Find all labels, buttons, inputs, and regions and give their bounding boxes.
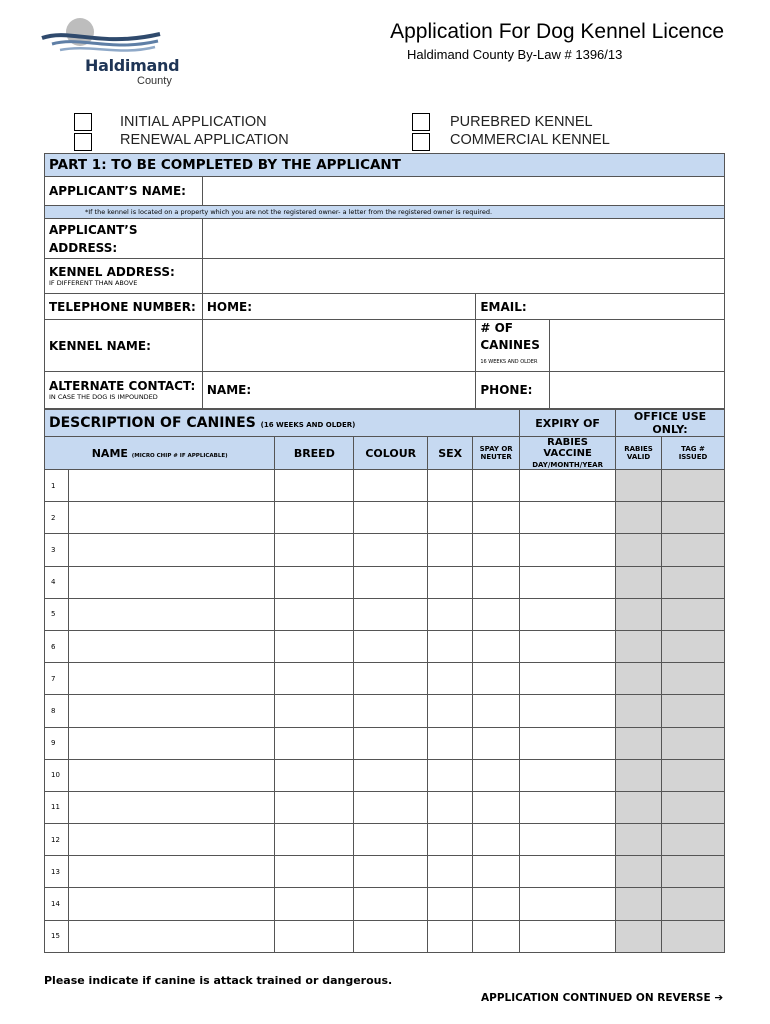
name-cell[interactable]: [68, 791, 274, 823]
home-phone-field[interactable]: [202, 294, 476, 320]
rabies-valid-cell[interactable]: [616, 630, 662, 662]
colour-cell[interactable]: [354, 534, 428, 566]
row-number: 8: [45, 695, 69, 727]
sex-cell[interactable]: [428, 824, 473, 856]
table-row: [45, 695, 725, 727]
table-row: [45, 598, 725, 630]
num-canines-note: 16 WEEKS AND OLDER: [480, 359, 538, 365]
colour-cell[interactable]: [354, 824, 428, 856]
sex-cell[interactable]: [428, 630, 473, 662]
row-number: 15: [45, 920, 69, 952]
canines-heading-title: DESCRIPTION OF CANINES: [49, 415, 256, 431]
alternate-contact-title: ALTERNATE CONTACT:: [49, 379, 196, 393]
telephone-label: TELEPHONE NUMBER:: [45, 294, 203, 320]
num-canines-field[interactable]: [550, 320, 725, 372]
name-cell[interactable]: [68, 598, 274, 630]
canine-rows: [45, 470, 725, 953]
tag-cell[interactable]: [662, 920, 725, 952]
breed-cell[interactable]: [275, 598, 354, 630]
sex-cell[interactable]: [428, 920, 473, 952]
spay-cell[interactable]: [473, 695, 520, 727]
rabies-valid-cell[interactable]: [616, 470, 662, 502]
sex-cell[interactable]: [428, 502, 473, 534]
sex-cell[interactable]: [428, 566, 473, 598]
tag-cell[interactable]: [662, 695, 725, 727]
purebred-kennel-checkbox[interactable]: [412, 113, 430, 131]
form-subtitle: Haldimand County By-Law # 1396/13: [407, 47, 623, 62]
sex-cell[interactable]: [428, 470, 473, 502]
breed-cell[interactable]: [275, 856, 354, 888]
colour-cell[interactable]: [354, 727, 428, 759]
rabies-cell[interactable]: [520, 920, 616, 952]
spay-cell[interactable]: [473, 888, 520, 920]
col-breed-header: BREED: [275, 437, 354, 470]
breed-cell[interactable]: [275, 824, 354, 856]
name-cell[interactable]: [68, 727, 274, 759]
applicant-name-field[interactable]: [202, 177, 724, 206]
rabies-cell[interactable]: [520, 695, 616, 727]
spay-cell[interactable]: [473, 598, 520, 630]
table-row: [45, 759, 725, 791]
name-cell[interactable]: [68, 630, 274, 662]
rabies-valid-cell[interactable]: [616, 856, 662, 888]
rabies-cell[interactable]: [520, 888, 616, 920]
colour-cell[interactable]: [354, 502, 428, 534]
sex-cell[interactable]: [428, 598, 473, 630]
breed-cell[interactable]: [275, 630, 354, 662]
tag-cell[interactable]: [662, 470, 725, 502]
email-field[interactable]: [476, 294, 725, 320]
sex-cell[interactable]: [428, 727, 473, 759]
table-row: [45, 856, 725, 888]
rabies-valid-cell[interactable]: [616, 888, 662, 920]
name-cell[interactable]: [68, 920, 274, 952]
purebred-kennel-label: PUREBRED KENNEL: [450, 114, 593, 130]
home-label: HOME:: [206, 299, 253, 314]
breed-cell[interactable]: [275, 470, 354, 502]
logo-name: Haldimand: [85, 56, 180, 75]
rabies-cell[interactable]: [520, 502, 616, 534]
tag-cell[interactable]: [662, 598, 725, 630]
table-row: [45, 888, 725, 920]
num-canines-label: [476, 320, 550, 372]
spay-cell[interactable]: [473, 727, 520, 759]
rabies-valid-cell[interactable]: [616, 663, 662, 695]
sex-cell[interactable]: [428, 695, 473, 727]
initial-application-label: INITIAL APPLICATION: [120, 114, 267, 130]
row-number: 1: [45, 470, 69, 502]
row-number: 13: [45, 856, 69, 888]
canines-table: [44, 409, 725, 953]
tag-cell[interactable]: [662, 566, 725, 598]
col-name-header: [45, 437, 275, 470]
colour-cell[interactable]: [354, 856, 428, 888]
rabies-valid-cell[interactable]: [616, 534, 662, 566]
row-number: 4: [45, 566, 69, 598]
name-cell[interactable]: [68, 888, 274, 920]
alternate-contact-label: [45, 372, 203, 409]
tag-cell[interactable]: [662, 727, 725, 759]
name-cell[interactable]: [68, 502, 274, 534]
rabies-cell[interactable]: [520, 791, 616, 823]
col-spay-header: SPAY OR NEUTER: [473, 437, 520, 470]
rabies-cell[interactable]: [520, 824, 616, 856]
alternate-phone-field[interactable]: [550, 372, 725, 409]
breed-cell[interactable]: [275, 791, 354, 823]
sex-cell[interactable]: [428, 856, 473, 888]
rabies-cell[interactable]: [520, 566, 616, 598]
canines-heading-note: (16 WEEKS AND OLDER): [260, 421, 356, 429]
breed-cell[interactable]: [275, 566, 354, 598]
phone-label: PHONE:: [476, 372, 550, 409]
breed-cell[interactable]: [275, 502, 354, 534]
form-title: Application For Dog Kennel Licence: [390, 20, 724, 43]
sex-cell[interactable]: [428, 791, 473, 823]
kennel-name-field[interactable]: [202, 320, 476, 372]
name-cell[interactable]: [68, 534, 274, 566]
breed-cell[interactable]: [275, 888, 354, 920]
col-name-note: (MICRO CHIP # IF APPLICABLE): [131, 452, 228, 459]
row-number: 5: [45, 598, 69, 630]
spay-cell[interactable]: [473, 630, 520, 662]
row-number: 6: [45, 630, 69, 662]
table-row: [45, 534, 725, 566]
colour-cell[interactable]: [354, 759, 428, 791]
kennel-name-label: KENNEL NAME:: [45, 320, 203, 372]
row-number: 2: [45, 502, 69, 534]
tag-cell[interactable]: [662, 888, 725, 920]
col-sex-header: SEX: [428, 437, 473, 470]
tag-cell[interactable]: [662, 502, 725, 534]
name-cell[interactable]: [68, 824, 274, 856]
colour-cell[interactable]: [354, 663, 428, 695]
colour-cell[interactable]: [354, 598, 428, 630]
col-colour-header: COLOUR: [354, 437, 428, 470]
tag-cell[interactable]: [662, 856, 725, 888]
rabies-cell[interactable]: [520, 759, 616, 791]
rabies-cell[interactable]: [520, 470, 616, 502]
row-number: 9: [45, 727, 69, 759]
part1-table: [44, 153, 725, 409]
kennel-address-title: KENNEL ADDRESS:: [49, 265, 175, 279]
name-cell[interactable]: [68, 759, 274, 791]
colour-cell[interactable]: [354, 470, 428, 502]
spay-cell[interactable]: [473, 534, 520, 566]
rabies-valid-cell[interactable]: [616, 566, 662, 598]
sex-cell[interactable]: [428, 888, 473, 920]
table-row: [45, 470, 725, 502]
table-row: [45, 920, 725, 952]
breed-cell[interactable]: [275, 920, 354, 952]
renewal-application-label: RENEWAL APPLICATION: [120, 132, 289, 148]
spay-cell[interactable]: [473, 856, 520, 888]
kennel-address-label: [45, 259, 203, 294]
table-row: [45, 824, 725, 856]
rabies-cell[interactable]: [520, 663, 616, 695]
col-rabies-sub: DAY/MONTH/YEAR: [532, 461, 603, 469]
commercial-kennel-label: COMMERCIAL KENNEL: [450, 132, 610, 148]
continued-note: APPLICATION CONTINUED ON REVERSE ➔: [481, 992, 724, 1004]
table-row: [45, 502, 725, 534]
name-cell[interactable]: [68, 856, 274, 888]
expiry-of-label: EXPIRY OF: [520, 410, 616, 437]
spay-cell[interactable]: [473, 566, 520, 598]
sex-cell[interactable]: [428, 663, 473, 695]
name-cell[interactable]: [68, 695, 274, 727]
rabies-valid-cell[interactable]: [616, 695, 662, 727]
tag-cell[interactable]: [662, 534, 725, 566]
name-cell[interactable]: [68, 470, 274, 502]
breed-cell[interactable]: [275, 663, 354, 695]
table-row: [45, 663, 725, 695]
spay-cell[interactable]: [473, 791, 520, 823]
rabies-valid-cell[interactable]: [616, 502, 662, 534]
colour-cell[interactable]: [354, 695, 428, 727]
num-canines-title: # OF CANINES: [480, 321, 540, 352]
spay-cell[interactable]: [473, 502, 520, 534]
row-number: 11: [45, 791, 69, 823]
name-cell[interactable]: [68, 566, 274, 598]
table-row: [45, 791, 725, 823]
applicant-name-label: APPLICANT’S NAME:: [45, 177, 203, 206]
name-label: NAME:: [206, 383, 252, 397]
colour-cell[interactable]: [354, 791, 428, 823]
sex-cell[interactable]: [428, 534, 473, 566]
renewal-application-checkbox[interactable]: [74, 133, 92, 151]
colour-cell[interactable]: [354, 920, 428, 952]
row-number: 14: [45, 888, 69, 920]
table-row: [45, 566, 725, 598]
breed-cell[interactable]: [275, 695, 354, 727]
tag-cell[interactable]: [662, 663, 725, 695]
tag-cell[interactable]: [662, 791, 725, 823]
canines-heading: [45, 410, 520, 437]
alternate-name-field[interactable]: [202, 372, 476, 409]
rabies-cell[interactable]: [520, 727, 616, 759]
rabies-cell[interactable]: [520, 630, 616, 662]
rabies-cell[interactable]: [520, 856, 616, 888]
col-name-title: NAME: [91, 446, 128, 460]
logo-sub: County: [137, 75, 172, 87]
colour-cell[interactable]: [354, 630, 428, 662]
row-number: 7: [45, 663, 69, 695]
rabies-valid-cell[interactable]: [616, 598, 662, 630]
rabies-valid-cell[interactable]: [616, 727, 662, 759]
rabies-valid-cell[interactable]: [616, 791, 662, 823]
spay-cell[interactable]: [473, 759, 520, 791]
initial-application-checkbox[interactable]: [74, 113, 92, 131]
row-number: 10: [45, 759, 69, 791]
rabies-cell[interactable]: [520, 534, 616, 566]
office-use-label: OFFICE USE ONLY:: [616, 410, 725, 437]
spay-cell[interactable]: [473, 920, 520, 952]
spay-cell[interactable]: [473, 663, 520, 695]
col-rabies-title: RABIES VACCINE: [543, 437, 592, 459]
sex-cell[interactable]: [428, 759, 473, 791]
breed-cell[interactable]: [275, 727, 354, 759]
row-number: 3: [45, 534, 69, 566]
row-number: 12: [45, 824, 69, 856]
table-row: [45, 727, 725, 759]
colour-cell[interactable]: [354, 888, 428, 920]
haldimand-logo: [40, 14, 190, 94]
tag-cell[interactable]: [662, 759, 725, 791]
col-rabies-header: [520, 437, 616, 470]
spay-cell[interactable]: [473, 470, 520, 502]
kennel-address-note: IF DIFFERENT THAN ABOVE: [49, 279, 138, 287]
applicant-address-label: APPLICANT’S ADDRESS:: [45, 219, 203, 259]
tag-cell[interactable]: [662, 824, 725, 856]
alternate-contact-note: IN CASE THE DOG IS IMPOUNDED: [49, 393, 158, 401]
table-row: [45, 630, 725, 662]
rabies-cell[interactable]: [520, 598, 616, 630]
colour-cell[interactable]: [354, 566, 428, 598]
breed-cell[interactable]: [275, 759, 354, 791]
applicant-address-field[interactable]: [202, 219, 724, 259]
email-label: EMAIL:: [480, 299, 527, 314]
rabies-valid-cell[interactable]: [616, 920, 662, 952]
tag-cell[interactable]: [662, 630, 725, 662]
logo-wave-icon: [40, 14, 190, 59]
breed-cell[interactable]: [275, 534, 354, 566]
spay-cell[interactable]: [473, 824, 520, 856]
attack-note: Please indicate if canine is attack trained or dangerous.: [44, 974, 393, 987]
rabies-valid-cell[interactable]: [616, 759, 662, 791]
kennel-address-field[interactable]: [202, 259, 724, 294]
rabies-valid-cell[interactable]: [616, 824, 662, 856]
commercial-kennel-checkbox[interactable]: [412, 133, 430, 151]
name-cell[interactable]: [68, 663, 274, 695]
part1-heading: PART 1: TO BE COMPLETED BY THE APPLICANT: [45, 154, 725, 177]
col-tag-header: TAG # ISSUED: [662, 437, 725, 470]
owner-note: *If the kennel is located on a property which you are not the registered owner- a letter from the registered owner is required.: [45, 206, 725, 219]
col-rabies-valid-header: RABIES VALID: [616, 437, 662, 470]
